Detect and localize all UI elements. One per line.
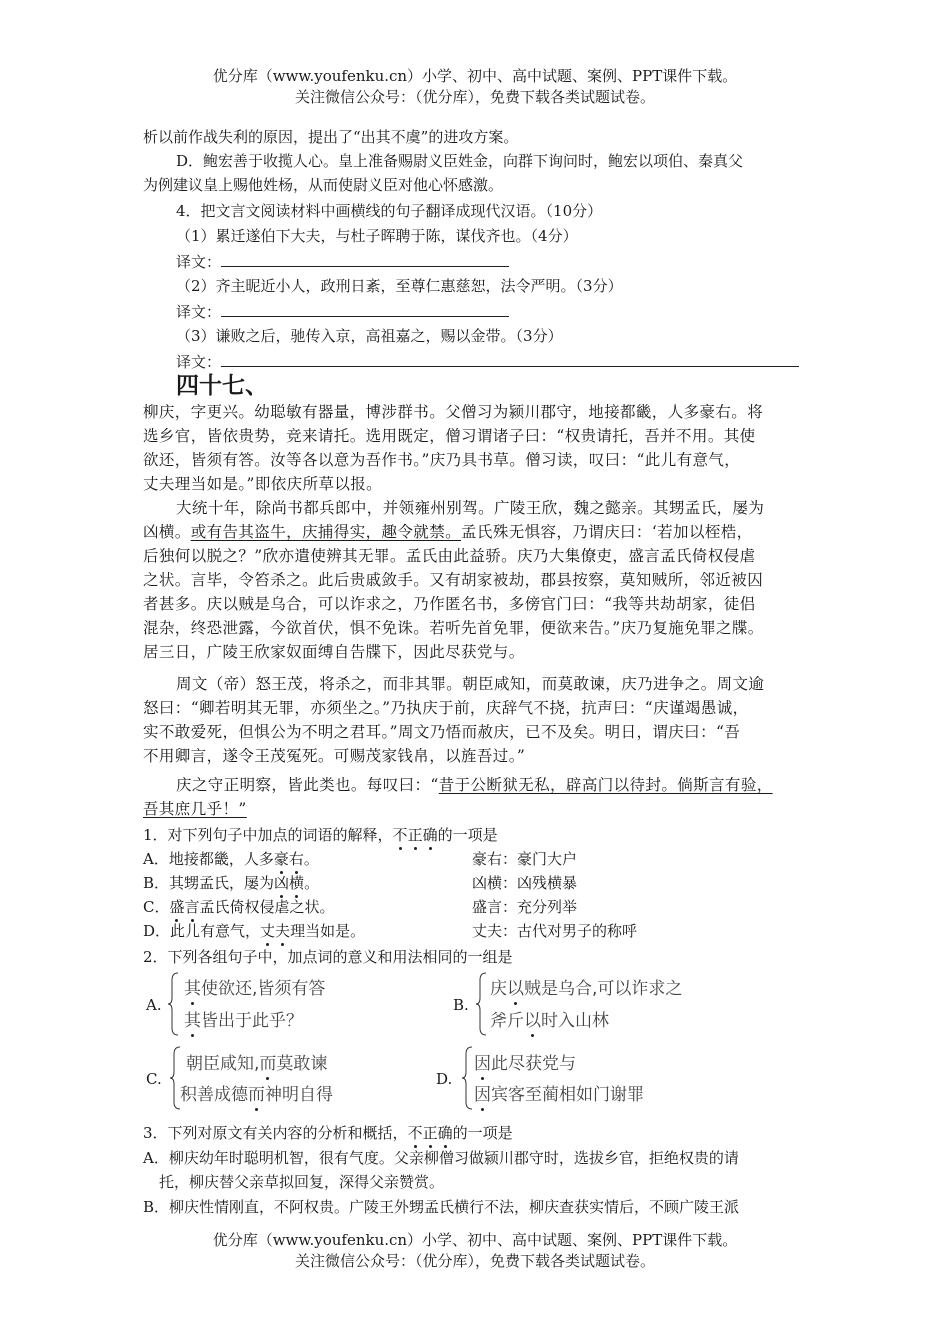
translation-answer-1 [176, 250, 509, 273]
sentence-text: 时入山林 [541, 1011, 609, 1031]
question-1-stem [143, 824, 498, 846]
q2-c-sentence-2 [180, 1080, 333, 1105]
q3-option-b[interactable]: B．柳庆性情刚直，不阿权贵。广陵王外甥孟氏横行不法，柳庆查获实情后，不顾广陵王派 [143, 1198, 740, 1216]
passage-line: 柳庆，字更兴。幼聪敏有器量，博涉群书。父僧习为颍川郡守，地接都畿，人多豪右。将 [143, 403, 764, 421]
stem-text: 1．对下列句子中加点的词语的解释， [143, 826, 393, 844]
emphasis-dotted [274, 850, 304, 868]
brace-icon [168, 972, 180, 1036]
translate-sentence-2: （2）齐主昵近小人，政刑日紊，至尊仁惠慈恕，法令严明。（3分） [176, 277, 623, 295]
q2-b-sentence-2 [490, 1006, 609, 1031]
sentence-text: 皆出于此乎？ [201, 1011, 303, 1031]
option-text: 理当如是。 [290, 922, 366, 940]
translation-label: 译文： [176, 253, 222, 271]
answer-line[interactable] [221, 350, 799, 367]
passage-line: 怒曰：“卿若明其无罪，亦须坐之。”乃执庆于前，庆辞气不挠，抗声曰：“庆谨竭愚诚， [143, 699, 749, 717]
passage-text: 庆之守正明察，皆此类也。每叹曰：“ [176, 776, 439, 794]
sentence-text: 宾客至蔺相如门谢罪 [491, 1085, 644, 1105]
emphasis-dotted [169, 898, 199, 916]
q2-c-sentence-1 [186, 1049, 327, 1074]
underlined-sentence: 昔于公断狱无私，辟高门以待封。倘斯言有验， [438, 776, 773, 794]
q2-option-b-label[interactable]: B. [453, 996, 469, 1014]
translation-answer-3 [176, 350, 799, 373]
dotted-char: 横 [289, 874, 305, 892]
dotted-char: 正 [407, 826, 423, 844]
q2-d-sentence-2 [474, 1080, 644, 1105]
q1-option-d[interactable] [143, 920, 365, 942]
sentence-text: 斧斤 [490, 1011, 524, 1031]
emphasis-dotted [274, 874, 304, 892]
dotted-word: 而 [248, 1085, 265, 1105]
option-text: C． [143, 898, 170, 916]
passage-line: 实不敢爱死，但惧公为不明之君耳。”周文乃悟而赦庆，已不及矣。明日，谓庆曰：“吾 [143, 723, 741, 741]
dotted-char: 凶 [274, 874, 290, 892]
dotted-char: 豪 [273, 850, 289, 868]
dotted-char: 确 [422, 826, 438, 844]
sentence-text: 积善成德 [180, 1085, 248, 1105]
passage-line: 丈夫理当如是。”即依庆所草以报。 [143, 475, 383, 493]
sentence-text: 庆 [490, 979, 507, 999]
sentence-text: 莫敢谏 [276, 1054, 328, 1074]
sentence-text: 贼是乌合,可以诈求之 [524, 979, 683, 999]
q1-option-c-explanation: 盛言：充分列举 [472, 898, 578, 916]
option-text: A．地接都畿，人多 [143, 850, 274, 868]
translation-label: 译文： [176, 353, 222, 371]
dotted-word: 其 [184, 1011, 201, 1031]
dotted-char: 丈 [260, 922, 276, 940]
dotted-word: 而 [259, 1054, 277, 1074]
passage-line: 混杂，终恐泄露，今欲首伏，惧不免诛。若听先首免罪，便欲来告。”庆乃复施免罪之牒。 [143, 619, 764, 637]
option-text: 孟氏倚权侵虐之状。 [199, 898, 335, 916]
q2-a-sentence-2 [184, 1006, 303, 1031]
footer-line-2: 关注微信公众号：（优分库），免费下载各类试题试卷。 [294, 1252, 655, 1270]
translation-label: 译文： [176, 303, 222, 321]
passage-line: 不用卿言，遂令王茂冤死。可赐茂家钱帛，以旌吾过。” [143, 747, 526, 765]
passage-line: 后独何以脱之？”欣亦遣使辨其无罪。孟氏由此益骄。庆乃大集僚吏，盛言孟氏倚权侵虐 [143, 547, 756, 565]
q1-option-c[interactable] [143, 896, 335, 918]
q1-option-a[interactable] [143, 848, 319, 870]
passage-text: 凶横。 [143, 523, 191, 541]
passage-line: 大统十年，除尚书都兵郎中，并领雍州别驾。广陵王欣，魏之懿亲。其甥孟氏，屡为 [176, 499, 765, 517]
q1-option-b-explanation: 凶横：凶残横暴 [472, 874, 578, 892]
header-line-2: 关注微信公众号：（优分库），免费下载各类试题试卷。 [294, 88, 655, 106]
translation-answer-2 [176, 300, 509, 323]
stem-text: 的一项是 [437, 826, 498, 844]
q1-option-a-explanation: 豪右：豪门大户 [472, 850, 578, 868]
passage-line: 者甚多。庆以贼是乌合，可以诈求之，乃作匿名书，多傍官门曰：“我等共劫胡家，徒侣 [143, 595, 756, 613]
q2-option-d-label[interactable]: D. [436, 1070, 453, 1088]
q3-option-a-cont: 托，柳庆替父亲草拟回复，深得父亲赞赏。 [159, 1173, 445, 1191]
option-text: D．此儿有意气， [143, 922, 261, 940]
prev-option-d-cont: 为例建议皇上赐他姓杨，从而使尉义臣对他心怀感激。 [143, 176, 504, 194]
translate-sentence-3: （3）谦败之后，驰传入京，高祖嘉之，赐以金带。（3分） [176, 327, 563, 345]
answer-line[interactable] [221, 300, 509, 317]
dotted-word: 以 [507, 979, 524, 999]
header-line-1: 优分库（www.youfenku.cn）小学、初中、高中试题、案例、PPT课件下载。 [212, 67, 738, 85]
dotted-char: 确 [437, 1124, 453, 1142]
option-text: 。 [303, 850, 319, 868]
answer-line[interactable] [221, 250, 509, 267]
passage-line [143, 521, 753, 543]
sentence-text: 使欲还,皆须有答 [201, 979, 326, 999]
sentence-text: 朝臣咸知, [186, 1054, 260, 1074]
dotted-char: 盛 [169, 898, 185, 916]
dotted-char: 不 [407, 1124, 423, 1142]
q1-option-d-explanation: 丈夫：古代对男子的称呼 [472, 922, 638, 940]
sentence-text: 此尽获党与 [491, 1054, 576, 1074]
brace-icon [462, 1046, 474, 1110]
passage-line: 之状。言毕，令笞杀之。此后贵戚敛手。又有胡家被劫，郡县按察，莫知贼所，邻近被囚 [143, 571, 764, 589]
translate-sentence-1: （1）累迁遂伯下大夫，与杜子晖聘于陈，谋伐齐也。（4分） [176, 227, 578, 245]
emphasis-dotted [408, 1124, 453, 1142]
underlined-sentence: 或有告其盗牛，庆捕得实，趣令就禁。 [190, 523, 462, 541]
q3-option-a[interactable]: A．柳庆幼年时聪明机智，很有气度。父亲柳僧习做颍川郡守时，选拔乡官，拒绝权贵的请 [143, 1149, 739, 1167]
option-text: 。 [304, 874, 320, 892]
option-text: B．其甥孟氏，屡为 [143, 874, 275, 892]
question-3-stem [143, 1122, 513, 1144]
dotted-word: 因 [474, 1085, 491, 1105]
sentence-text: 神明自得 [265, 1085, 333, 1105]
emphasis-dotted [393, 826, 438, 844]
stem-text: 3．下列对原文有关内容的分析和概括， [143, 1124, 408, 1142]
passage-line [176, 774, 773, 796]
passage-line: 周文（帝）怒王茂，将杀之，而非其罪。朝臣咸知，而莫敢谏，庆乃进争之。周文逾 [176, 675, 765, 693]
emphasis-dotted [260, 922, 290, 940]
q2-d-sentence-1 [474, 1049, 576, 1074]
prev-option-d: D．鲍宏善于收揽人心。皇上准备赐尉义臣姓金，向群下询问时，鲍宏以项伯、秦真父 [176, 152, 744, 170]
prev-text: 析以前作战失利的原因，提出了“出其不虞”的进攻方案。 [143, 128, 519, 146]
dotted-word: 以 [524, 1011, 541, 1031]
dotted-word: 其 [184, 979, 201, 999]
underlined-sentence: 吾其庶几乎！” [143, 800, 247, 818]
passage-line: 欲还，皆须有答。汝等各以意为吾作书。”庆乃具书草。僧习读，叹曰：“此儿有意气， [143, 451, 741, 469]
section-title: 四十七、 [176, 372, 268, 399]
q2-option-c-label[interactable]: C. [146, 1070, 162, 1088]
q2-option-a-label[interactable]: A. [146, 996, 162, 1014]
dotted-char: 夫 [275, 922, 291, 940]
dotted-char: 右 [288, 850, 304, 868]
dotted-char: 言 [184, 898, 200, 916]
passage-text: 孟氏殊无惧容，乃谓庆曰：‘若加以桎梏， [461, 523, 753, 541]
brace-icon [476, 972, 488, 1036]
question-4-stem: 4．把文言文阅读材料中画横线的句子翻译成现代汉语。（10分） [176, 202, 603, 220]
passage-line: 居三日，广陵王欣家奴面缚自告牒下，因此尽获党与。 [143, 643, 525, 661]
question-2-stem: 2．下列各组句子中，加点词的意义和用法相同的一组是 [143, 948, 513, 966]
q2-b-sentence-1 [490, 974, 682, 999]
q1-option-b[interactable] [143, 872, 319, 894]
dotted-char: 正 [422, 1124, 438, 1142]
footer-line-1: 优分库（www.youfenku.cn）小学、初中、高中试题、案例、PPT课件下载。 [212, 1231, 738, 1249]
passage-line: 选乡官，皆依贵势，竞来请托。选用既定，僧习谓诸子曰：“权贵请托，吾并不用。其使 [143, 427, 756, 445]
dotted-word: 因 [474, 1054, 491, 1074]
dotted-char: 不 [392, 826, 408, 844]
stem-text: 的一项是 [452, 1124, 513, 1142]
passage-line [143, 798, 247, 820]
q2-a-sentence-1 [184, 974, 325, 999]
